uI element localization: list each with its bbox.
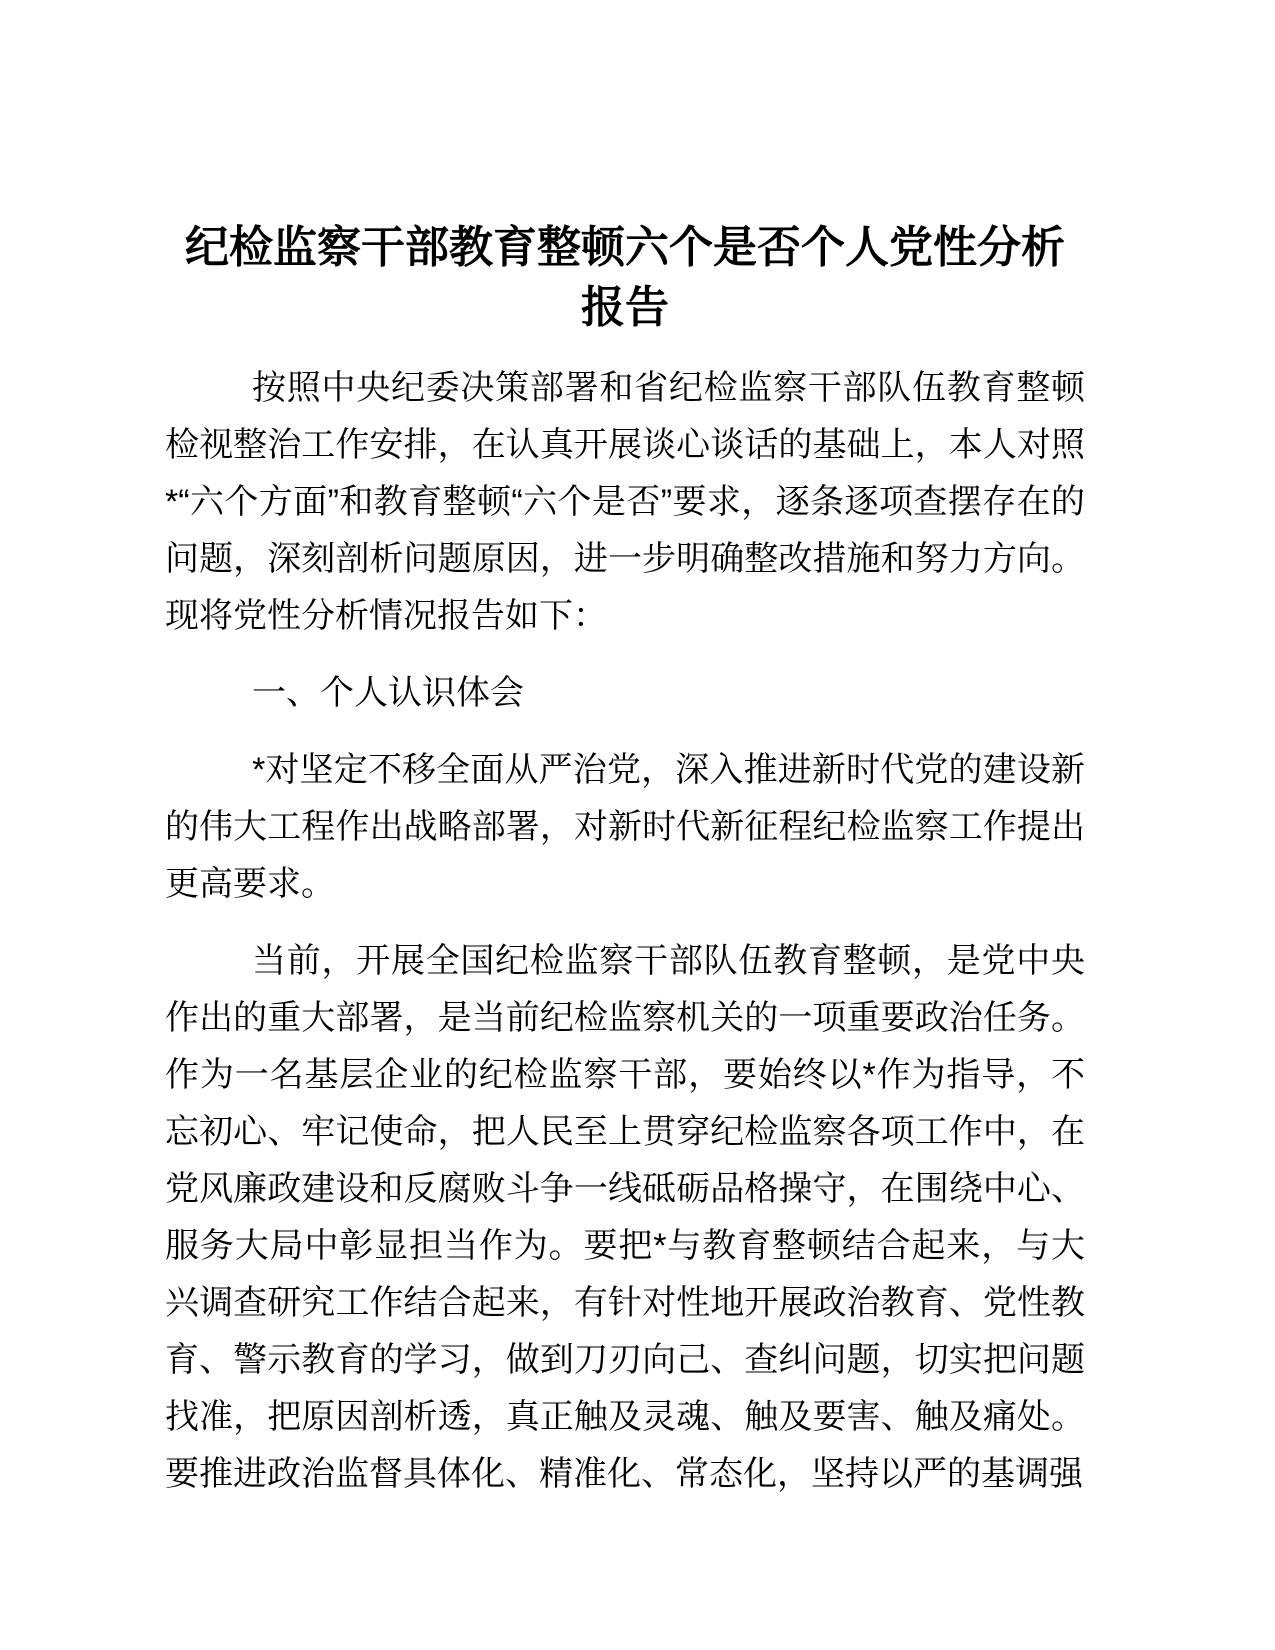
paragraph-strategic-deployment: *对坚定不移全面从严治党，深入推进新时代党的建设新的伟大工程作出战略部署，对新时代新征程纪检监察工作提出更高要求。 — [165, 751, 1085, 903]
document-title: 纪检监察干部教育整顿六个是否个人党性分析报告 — [185, 223, 1065, 332]
paragraph-current-education-rectification: 当前，开展全国纪检监察干部队伍教育整顿，是党中央作出的重大部署，是当前纪检监察机关的一项重要政治任务。作为一名基层企业的纪检监察干部，要始终以*作为指导，不忘初心、牢记使命，把人民至上贯穿纪检监察各项工作中，在党风廉政建设和反腐败斗争一线砥砺品格操守，在围绕中心、服务大局中彰显担当作为。要把*与教育整顿结合起来，与大兴调查研究工作结合起来，有针对性地开展政治教育、党性教育、警示教育的学习，做到刀刃向己、查纠问题，切实把问题找准，把原因剖析透，真正触及灵魂、触及要害、触及痛处。要推进政治监督具体化、精准化、常态化，坚持以严的基调强 — [165, 942, 1085, 1493]
document-content — [165, 0, 1085, 1523]
paragraph-intro: 按照中央纪委决策部署和省纪检监察干部队伍教育整顿检视整治工作安排，在认真开展谈心谈话的基础上，本人对照*“六个方面”和教育整顿“六个是否”要求，逐条逐项查摆存在的问题，深刻剖析问题原因，进一步明确整改措施和努力方向。现将党性分析情况报告如下： — [165, 369, 1085, 635]
section-heading-personal-understanding: 一、个人认识体会 — [252, 674, 524, 712]
